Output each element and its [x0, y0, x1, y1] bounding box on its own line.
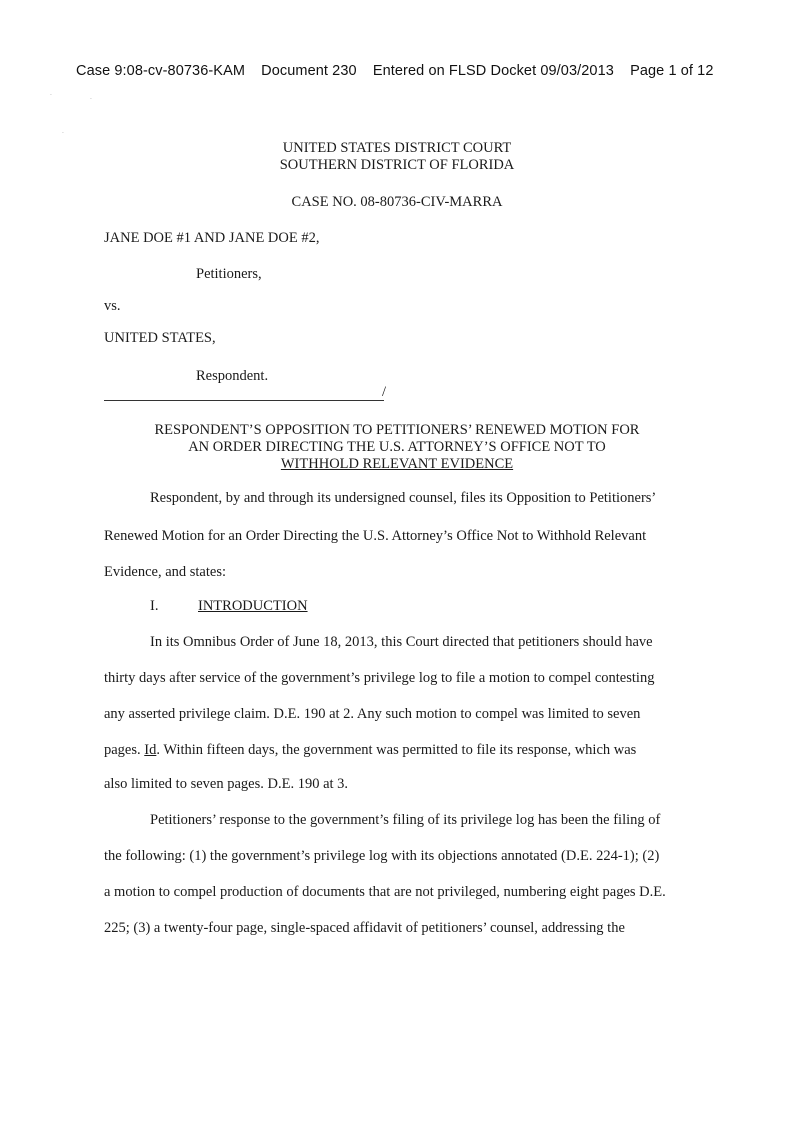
petitioners-role: Petitioners,	[196, 266, 262, 282]
title-line: AN ORDER DIRECTING THE U.S. ATTORNEY’S OFFICE NOT TO	[188, 439, 606, 455]
scan-speck: ·	[90, 96, 92, 103]
caption-slash: /	[382, 384, 387, 400]
petitioners-names: JANE DOE #1 AND JANE DOE #2,	[104, 230, 320, 246]
docket-document-number: Document 230	[261, 63, 357, 79]
paragraph-line: 225; (3) a twenty-four page, single-spaced affidavit of petitioners’ counsel, addressing the	[104, 920, 625, 936]
paragraph-line: any asserted privilege claim. D.E. 190 at 2. Any such motion to compel was limited to seven	[104, 706, 641, 722]
court-district: SOUTHERN DISTRICT OF FLORIDA	[279, 157, 515, 173]
paragraph-line: a motion to compel production of documents that are not privileged, numbering eight pages D.E.	[104, 884, 666, 900]
respondent-name: UNITED STATES,	[104, 330, 216, 346]
paragraph-line: also limited to seven pages. D.E. 190 at 3.	[104, 776, 349, 792]
document-title	[0, 422, 794, 473]
scan-speck: ·	[50, 92, 52, 99]
respondent-role: Respondent.	[196, 368, 269, 384]
docket-header	[76, 63, 736, 79]
title-line: RESPONDENT’S OPPOSITION TO PETITIONERS’ RENEWED MOTION FOR	[154, 422, 640, 438]
court-name: UNITED STATES DISTRICT COURT	[282, 140, 512, 156]
versus: vs.	[104, 298, 121, 314]
paragraph-line	[104, 742, 636, 759]
title-line: WITHHOLD RELEVANT EVIDENCE	[280, 456, 514, 472]
paragraph-line: Renewed Motion for an Order Directing the U.S. Attorney’s Office Not to Withhold Relevant	[104, 528, 647, 544]
caption-rule	[104, 400, 384, 401]
text-segment: . Within fifteen days, the government was permitted to file its response, which was	[156, 742, 637, 758]
docket-case-id: Case 9:08-cv-80736-KAM	[76, 63, 246, 79]
section-number: I.	[150, 598, 159, 614]
paragraph-line: thirty days after service of the government’s privilege log to file a motion to compel contesting	[104, 670, 655, 686]
paragraph-line: Evidence, and states:	[104, 564, 226, 580]
section-title: INTRODUCTION	[198, 598, 308, 614]
text-segment: pages.	[104, 742, 141, 758]
scan-speck: ·	[62, 130, 64, 137]
paragraph-line: Petitioners’ response to the government’s filing of its privilege log has been the filing of	[150, 812, 661, 828]
docket-page-count: Page 1 of 12	[630, 63, 714, 79]
court-heading	[0, 140, 794, 174]
paragraph-line: In its Omnibus Order of June 18, 2013, this Court directed that petitioners should have	[150, 634, 653, 650]
case-number: CASE NO. 08-80736-CIV-MARRA	[291, 194, 503, 210]
paragraph-line: Respondent, by and through its undersigned counsel, files its Opposition to Petitioners’	[150, 490, 657, 506]
paragraph-line: the following: (1) the government’s privilege log with its objections annotated (D.E. 224-1); (2)	[104, 848, 660, 864]
citation-id: Id	[144, 742, 157, 758]
docket-entered-date: Entered on FLSD Docket 09/03/2013	[372, 63, 614, 79]
